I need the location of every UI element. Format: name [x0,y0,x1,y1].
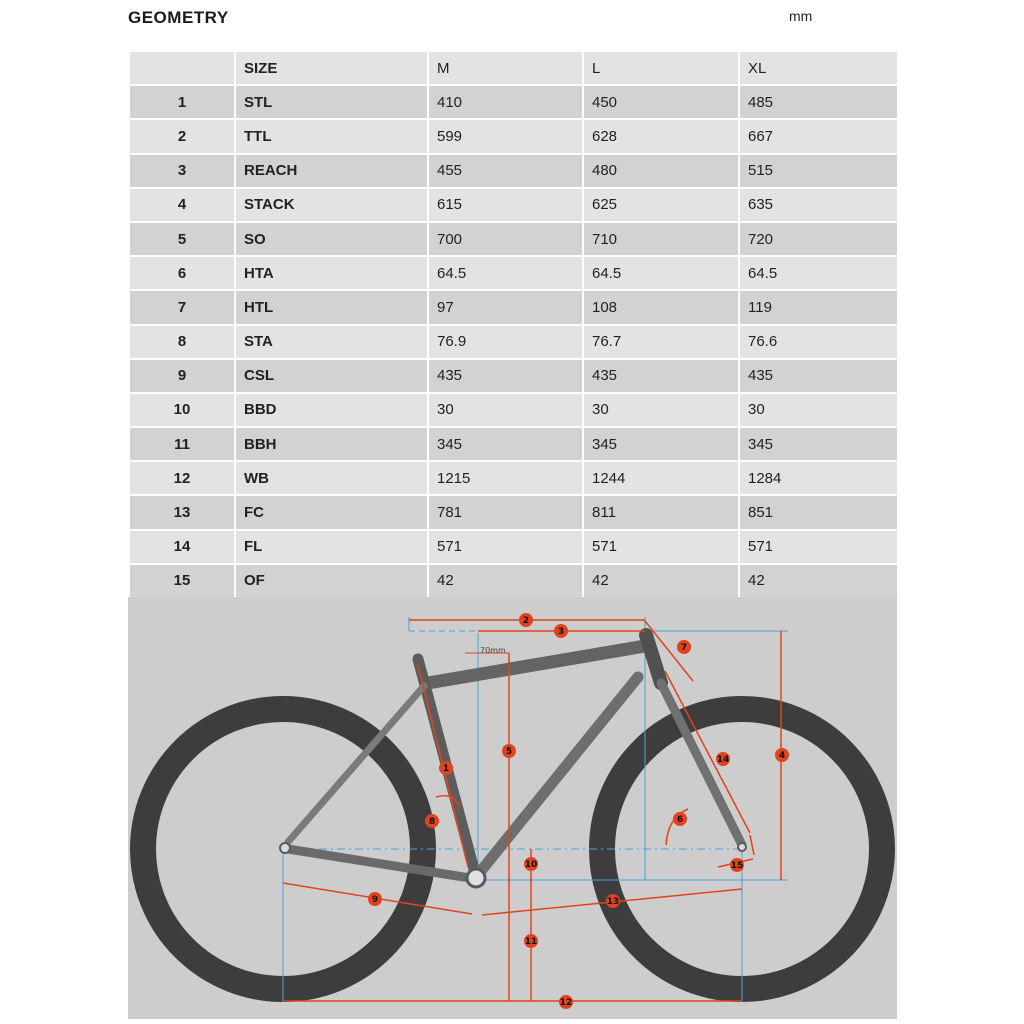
value-m: 30 [428,393,583,427]
offset-label: 70mm [480,646,506,655]
value-m: 1215 [428,461,583,495]
row-label: OF [235,564,428,598]
value-m: 64.5 [428,256,583,290]
value-l: 1244 [583,461,739,495]
value-xl: 64.5 [739,256,898,290]
geometry-diagram [128,597,897,1019]
svg-text:1: 1 [442,764,450,774]
table-header-row [129,51,898,85]
value-xl: 30 [739,393,898,427]
row-label: FC [235,495,428,529]
row-label: STL [235,85,428,119]
geometry-table [128,50,899,599]
table-row [129,427,898,461]
row-number: 15 [129,564,235,598]
row-number: 9 [129,359,235,393]
row-label: CSL [235,359,428,393]
row-label: HTL [235,290,428,324]
marker-10 [524,857,538,871]
marker-14 [716,752,730,766]
row-number: 7 [129,290,235,324]
value-m: 345 [428,427,583,461]
value-l: 108 [583,290,739,324]
value-xl: 515 [739,154,898,188]
value-l: 345 [583,427,739,461]
marker-9 [368,892,382,906]
value-m: 97 [428,290,583,324]
value-l: 435 [583,359,739,393]
value-xl: 571 [739,530,898,564]
svg-text:9: 9 [371,895,379,905]
value-xl: 485 [739,85,898,119]
value-l: 571 [583,530,739,564]
page-title: GEOMETRY [128,8,229,27]
svg-text:15: 15 [730,861,744,871]
value-l: 710 [583,222,739,256]
row-number: 10 [129,393,235,427]
value-xl: 345 [739,427,898,461]
svg-text:11: 11 [524,937,538,947]
svg-text:12: 12 [559,998,573,1008]
value-m: 42 [428,564,583,598]
row-label: WB [235,461,428,495]
value-xl: 851 [739,495,898,529]
svg-text:14: 14 [716,755,730,765]
value-l: 628 [583,119,739,153]
row-label: STACK [235,188,428,222]
value-l: 811 [583,495,739,529]
marker-13 [606,894,620,908]
row-number: 8 [129,325,235,359]
marker-5 [502,744,516,758]
value-l: 64.5 [583,256,739,290]
table-row [129,154,898,188]
table-row [129,393,898,427]
value-l: 30 [583,393,739,427]
value-m: 615 [428,188,583,222]
table-row [129,188,898,222]
row-label: TTL [235,119,428,153]
marker-4 [775,748,789,762]
value-xl: 435 [739,359,898,393]
row-number: 14 [129,530,235,564]
table-row [129,85,898,119]
table-row [129,222,898,256]
row-label: REACH [235,154,428,188]
svg-text:3: 3 [557,627,565,637]
table-row [129,325,898,359]
value-m: 76.9 [428,325,583,359]
row-number: 12 [129,461,235,495]
unit-label: mm [789,8,813,24]
marker-7 [677,640,691,654]
row-number: 5 [129,222,235,256]
svg-text:10: 10 [524,860,538,870]
marker-2 [519,613,533,627]
value-m: 700 [428,222,583,256]
table-row [129,256,898,290]
row-number: 3 [129,154,235,188]
table-row [129,461,898,495]
table-row [129,359,898,393]
value-m: 571 [428,530,583,564]
marker-3 [554,624,568,638]
table-row [129,119,898,153]
row-label: BBD [235,393,428,427]
marker-15 [730,858,744,872]
value-xl: 1284 [739,461,898,495]
header-cell-index [129,51,235,85]
value-m: 410 [428,85,583,119]
header-cell-l: L [583,51,739,85]
table-row [129,564,898,598]
header-cell-m: M [428,51,583,85]
value-xl: 76.6 [739,325,898,359]
bike-frame-drawing [128,597,897,1019]
table-row [129,290,898,324]
row-number: 2 [129,119,235,153]
row-label: FL [235,530,428,564]
value-l: 42 [583,564,739,598]
svg-text:4: 4 [778,751,786,761]
value-l: 480 [583,154,739,188]
row-label: BBH [235,427,428,461]
row-number: 6 [129,256,235,290]
svg-text:2: 2 [522,616,530,626]
marker-12 [559,995,573,1009]
header-cell-xl: XL [739,51,898,85]
value-xl: 42 [739,564,898,598]
value-l: 450 [583,85,739,119]
value-xl: 667 [739,119,898,153]
value-xl: 119 [739,290,898,324]
value-l: 76.7 [583,325,739,359]
row-label: HTA [235,256,428,290]
value-m: 455 [428,154,583,188]
marker-11 [524,934,538,948]
marker-6 [673,812,687,826]
svg-text:6: 6 [676,815,684,825]
marker-8 [425,814,439,828]
marker-1 [439,761,453,775]
value-xl: 720 [739,222,898,256]
svg-text:13: 13 [606,897,620,907]
value-m: 781 [428,495,583,529]
value-m: 599 [428,119,583,153]
row-number: 1 [129,85,235,119]
value-m: 435 [428,359,583,393]
table-row [129,495,898,529]
svg-text:8: 8 [428,817,436,827]
row-number: 11 [129,427,235,461]
value-xl: 635 [739,188,898,222]
row-label: SO [235,222,428,256]
value-l: 625 [583,188,739,222]
svg-text:5: 5 [505,747,513,757]
row-number: 13 [129,495,235,529]
row-number: 4 [129,188,235,222]
row-label: STA [235,325,428,359]
table-row [129,530,898,564]
svg-text:7: 7 [680,643,688,653]
header-cell-size: SIZE [235,51,428,85]
